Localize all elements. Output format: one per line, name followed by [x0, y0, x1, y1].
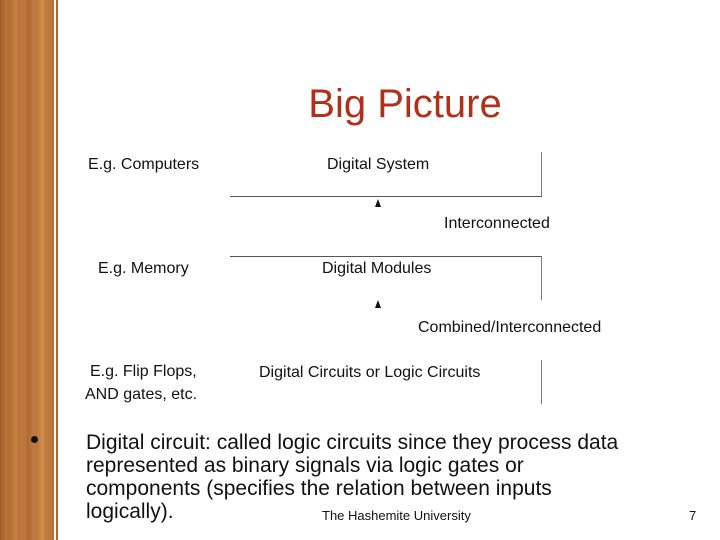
- bullet-line-4: logically).: [86, 500, 174, 523]
- connector-interconnected: Interconnected: [444, 215, 550, 232]
- bullet-line-1: Digital circuit: called logic circuits since they process data: [86, 431, 619, 454]
- wood-sidebar-decoration: [0, 0, 54, 540]
- level-1-bracket-right: [541, 152, 542, 196]
- connector-combined-interconnected: Combined/Interconnected: [418, 319, 602, 336]
- slide-title: Big Picture: [308, 82, 502, 126]
- footer-university: The Hashemite University: [322, 508, 471, 523]
- sidebar-divider: [56, 0, 58, 540]
- example-flip-flops-line-2: AND gates, etc.: [85, 386, 198, 403]
- example-computers: E.g. Computers: [88, 156, 200, 173]
- example-flip-flops-line-1: E.g. Flip Flops,: [90, 363, 197, 380]
- level-2-bracket-top: [230, 256, 542, 257]
- page-number: 7: [689, 508, 697, 523]
- bullet-line-3: components (specifies the relation between inputs: [86, 477, 552, 500]
- bullet-icon: [31, 436, 38, 443]
- level-3-bracket-right: [541, 360, 542, 404]
- level-digital-modules: Digital Modules: [322, 260, 432, 277]
- level-2-bracket-right: [541, 256, 542, 300]
- arrow-up-icon: [375, 300, 381, 308]
- example-memory: E.g. Memory: [98, 260, 189, 277]
- arrow-up-icon: [375, 199, 381, 207]
- level-1-bracket-bottom: [230, 196, 542, 197]
- level-digital-circuits: Digital Circuits or Logic Circuits: [259, 364, 481, 381]
- level-digital-system: Digital System: [327, 156, 430, 173]
- bullet-line-2: represented as binary signals via logic gates or: [86, 454, 524, 477]
